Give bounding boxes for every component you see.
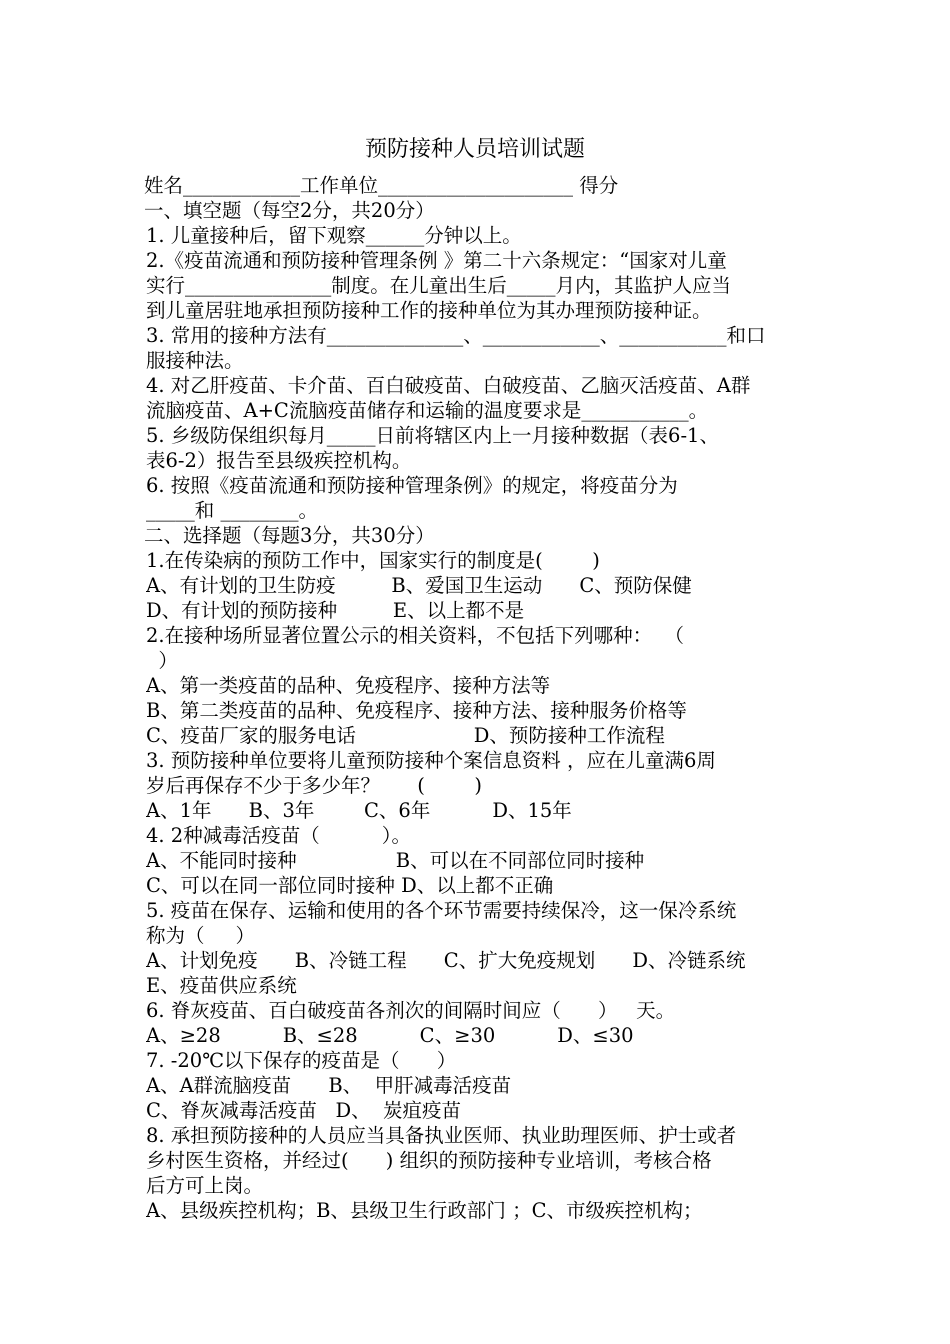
section1-heading: 一、填空题（每空2分，共20分） — [144, 199, 435, 222]
section2-line: 称为（ ） — [146, 924, 255, 947]
section2-line: 2.在接种场所显著位置公示的相关资料，不包括下列哪种： （ — [146, 624, 685, 647]
page-title: 预防接种人员培训试题 — [364, 137, 585, 162]
section2-line: 乡村医生资格，并经过( ) 组织的预防接种专业培训，考核合格 — [146, 1149, 712, 1172]
section2-line: E、疫苗供应系统 — [146, 974, 297, 997]
section2-line: B、第二类疫苗的品种、免疫程序、接种方法、接种服务价格等 — [146, 699, 687, 722]
section2-line: A、不能同时接种 B、可以在不同部位同时接种 — [146, 849, 645, 872]
section2-line: D、有计划的预防接种 E、以上都不是 — [146, 599, 525, 622]
section2-line: C、疫苗厂家的服务电话 D、预防接种工作流程 — [146, 724, 665, 747]
section2-line: ） — [146, 649, 178, 672]
section2-line: 8. 承担预防接种的人员应当具备执业医师、执业助理医师、护士或者 — [146, 1124, 737, 1147]
section2-line: A、1年 B、3年 C、6年 D、15年 — [146, 799, 572, 822]
section1-line: 5. 乡级防保组织每月_____日前将辖区内上一月接种数据（表6-1、 — [146, 424, 719, 447]
section1-line: 4. 对乙肝疫苗、卡介苗、百白破疫苗、白破疫苗、乙脑灭活疫苗、A群 — [146, 374, 751, 397]
section1-line: 流脑疫苗、A+C流脑疫苗储存和运输的温度要求是___________。 — [146, 399, 709, 422]
section1-line: 到儿童居驻地承担预防接种工作的接种单位为其办理预防接种证。 — [146, 299, 712, 322]
section2-line: 1.在传染病的预防工作中，国家实行的制度是( ) — [146, 549, 600, 572]
section2-line: C、脊灰减毒活疫苗 D、 炭疽疫苗 — [146, 1099, 462, 1122]
section2-line: 岁后再保存不少于多少年？ ( ) — [146, 774, 482, 797]
section2-heading: 二、选择题（每题3分，共30分） — [144, 524, 435, 547]
section2-line: 6. 脊灰疫苗、百白破疫苗各剂次的间隔时间应（ ） 天。 — [146, 999, 676, 1022]
section2-line: 7. -20℃以下保存的疫苗是（ ） — [146, 1049, 457, 1072]
section1-line: 表6-2）报告至县级疾控机构。 — [146, 449, 412, 472]
section2-line: A、县级疾控机构；B、县级卫生行政部门 ；C、市级疾控机构； — [146, 1199, 703, 1222]
section1-line: 6. 按照《疫苗流通和预防接种管理条例》的规定，将疫苗分为 — [146, 474, 678, 497]
section2-line: 后方可上岗。 — [146, 1174, 264, 1197]
section2-line: A、计划免疫 B、冷链工程 C、扩大免疫规划 D、冷链系统 — [146, 949, 746, 972]
section2-line: A、≥28 B、≤28 C、≥30 D、≤30 — [146, 1024, 634, 1047]
section2-line: 4. 2种减毒活疫苗（ ）。 — [146, 824, 411, 847]
section2-line: 5. 疫苗在保存、运输和使用的各个环节需要持续保冷，这一保冷系统 — [146, 899, 737, 922]
section1-line: 3. 常用的接种方法有______________、____________、___________和口 — [146, 324, 766, 347]
section2-line: 3. 预防接种单位要将儿童预防接种个案信息资料 ，应在儿童满6周 — [146, 749, 716, 772]
section1-line: 服接种法。 — [146, 349, 244, 372]
section1-line: 实行_______________制度。在儿童出生后_____月内，其监护人应当 — [146, 274, 732, 297]
candidate-info-line: 姓名____________工作单位____________________ 得分 — [144, 174, 619, 197]
section2-line: C、可以在同一部位同时接种 D、以上都不正确 — [146, 874, 554, 897]
section2-line: A、A群流脑疫苗 B、 甲肝减毒活疫苗 — [146, 1074, 512, 1097]
section1-line: 2.《疫苗流通和预防接种管理条例 》第二十六条规定：“国家对儿童 — [146, 249, 727, 272]
section1-line: _____和 ________。 — [146, 499, 318, 522]
section1-line: 1. 儿童接种后，留下观察______分钟以上。 — [146, 224, 522, 247]
section2-line: A、第一类疫苗的品种、免疫程序、接种方法等 — [146, 674, 551, 697]
section2-line: A、有计划的卫生防疫 B、爱国卫生运动 C、预防保健 — [146, 574, 692, 597]
